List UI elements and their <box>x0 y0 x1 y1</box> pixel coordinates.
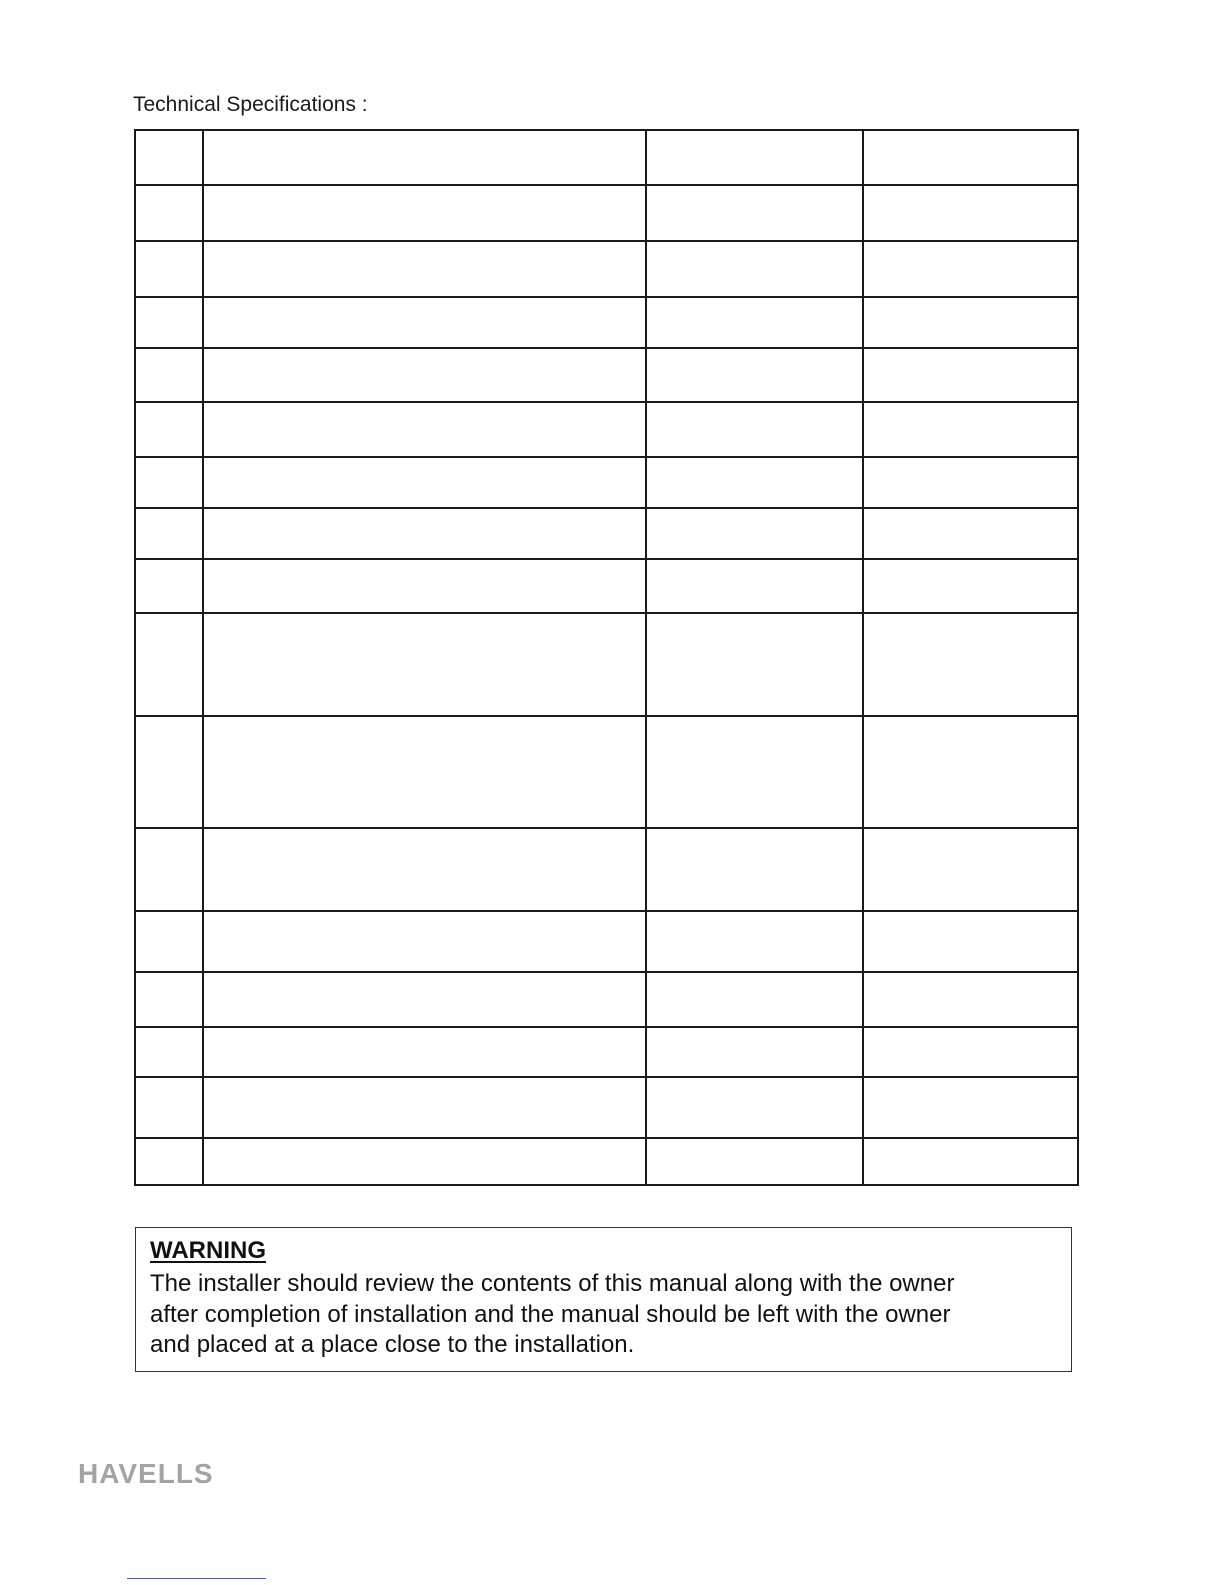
table-cell-value-b <box>863 1077 1078 1138</box>
table-cell-serial <box>135 613 203 716</box>
table-cell-value-a <box>646 457 863 508</box>
table-cell-value-a <box>646 559 863 613</box>
table-row <box>135 185 1078 241</box>
table-cell-value-a <box>646 508 863 559</box>
table-cell-value-b <box>863 348 1078 402</box>
table-cell-parameter <box>203 911 646 972</box>
table-cell-value-b <box>863 185 1078 241</box>
table-row <box>135 348 1078 402</box>
table-cell-value-a <box>646 130 863 185</box>
table-row <box>135 613 1078 716</box>
table-cell-parameter <box>203 185 646 241</box>
table-cell-serial <box>135 828 203 911</box>
table-row <box>135 1027 1078 1077</box>
table-cell-value-a <box>646 1077 863 1138</box>
warning-heading: WARNING <box>150 1237 266 1264</box>
table-cell-serial <box>135 348 203 402</box>
technical-specifications-table <box>134 129 1079 1186</box>
table-cell-value-b <box>863 297 1078 348</box>
table-row <box>135 716 1078 828</box>
table-cell-value-b <box>863 1027 1078 1077</box>
table-cell-value-b <box>863 508 1078 559</box>
table-cell-parameter <box>203 130 646 185</box>
table-cell-parameter <box>203 297 646 348</box>
table-cell-value-a <box>646 1138 863 1185</box>
table-row <box>135 911 1078 972</box>
table-cell-serial <box>135 1027 203 1077</box>
table-cell-value-a <box>646 716 863 828</box>
warning-line: The installer should review the contents of this manual along with the owner <box>150 1270 955 1297</box>
table-cell-serial <box>135 185 203 241</box>
table-cell-value-b <box>863 130 1078 185</box>
table-cell-serial <box>135 297 203 348</box>
table-cell-serial <box>135 130 203 185</box>
table-row <box>135 559 1078 613</box>
table-cell-parameter <box>203 1138 646 1185</box>
table-cell-parameter <box>203 402 646 457</box>
section-title: Technical Specifications : <box>133 93 368 116</box>
table-cell-parameter <box>203 559 646 613</box>
table-cell-serial <box>135 716 203 828</box>
table-cell-parameter <box>203 348 646 402</box>
table-cell-value-a <box>646 297 863 348</box>
table-cell-value-b <box>863 241 1078 297</box>
table-cell-value-b <box>863 613 1078 716</box>
table-row <box>135 402 1078 457</box>
table-cell-value-b <box>863 911 1078 972</box>
table-cell-value-a <box>646 828 863 911</box>
table-cell-value-b <box>863 402 1078 457</box>
warning-text <box>150 1269 1057 1361</box>
table-cell-parameter <box>203 1077 646 1138</box>
table-row <box>135 1077 1078 1138</box>
table-cell-parameter <box>203 613 646 716</box>
table-cell-value-a <box>646 241 863 297</box>
table-row <box>135 297 1078 348</box>
table-cell-value-a <box>646 972 863 1027</box>
table-cell-serial <box>135 972 203 1027</box>
table-cell-value-b <box>863 828 1078 911</box>
table-cell-serial <box>135 508 203 559</box>
table-cell-value-b <box>863 1138 1078 1185</box>
table-cell-value-a <box>646 402 863 457</box>
table-cell-value-a <box>646 185 863 241</box>
table-row <box>135 457 1078 508</box>
warning-line: and placed at a place close to the installation. <box>150 1331 635 1358</box>
table-row <box>135 972 1078 1027</box>
table-cell-parameter <box>203 241 646 297</box>
table-cell-parameter <box>203 1027 646 1077</box>
table-cell-parameter <box>203 828 646 911</box>
table-cell-serial <box>135 457 203 508</box>
table-cell-value-a <box>646 613 863 716</box>
table-cell-value-b <box>863 457 1078 508</box>
table-cell-value-b <box>863 972 1078 1027</box>
table-cell-serial <box>135 911 203 972</box>
table-cell-parameter <box>203 508 646 559</box>
table-cell-serial <box>135 1138 203 1185</box>
table-row <box>135 241 1078 297</box>
table-cell-value-a <box>646 1027 863 1077</box>
table-cell-value-a <box>646 911 863 972</box>
table-cell-serial <box>135 559 203 613</box>
warning-line: after completion of installation and the manual should be left with the owner <box>150 1300 951 1328</box>
warning-box <box>135 1227 1072 1372</box>
table-cell-parameter <box>203 716 646 828</box>
table-cell-serial <box>135 241 203 297</box>
table-cell-value-b <box>863 716 1078 828</box>
table-cell-parameter <box>203 457 646 508</box>
table-cell-serial <box>135 402 203 457</box>
table-row <box>135 508 1078 559</box>
footer-divider <box>127 1578 266 1579</box>
table-cell-serial <box>135 1077 203 1138</box>
table-cell-value-b <box>863 559 1078 613</box>
table-row <box>135 828 1078 911</box>
table-row <box>135 130 1078 185</box>
table-cell-value-a <box>646 348 863 402</box>
table-row <box>135 1138 1078 1185</box>
table-cell-parameter <box>203 972 646 1027</box>
brand-logo: HAVELLS <box>78 1458 214 1489</box>
